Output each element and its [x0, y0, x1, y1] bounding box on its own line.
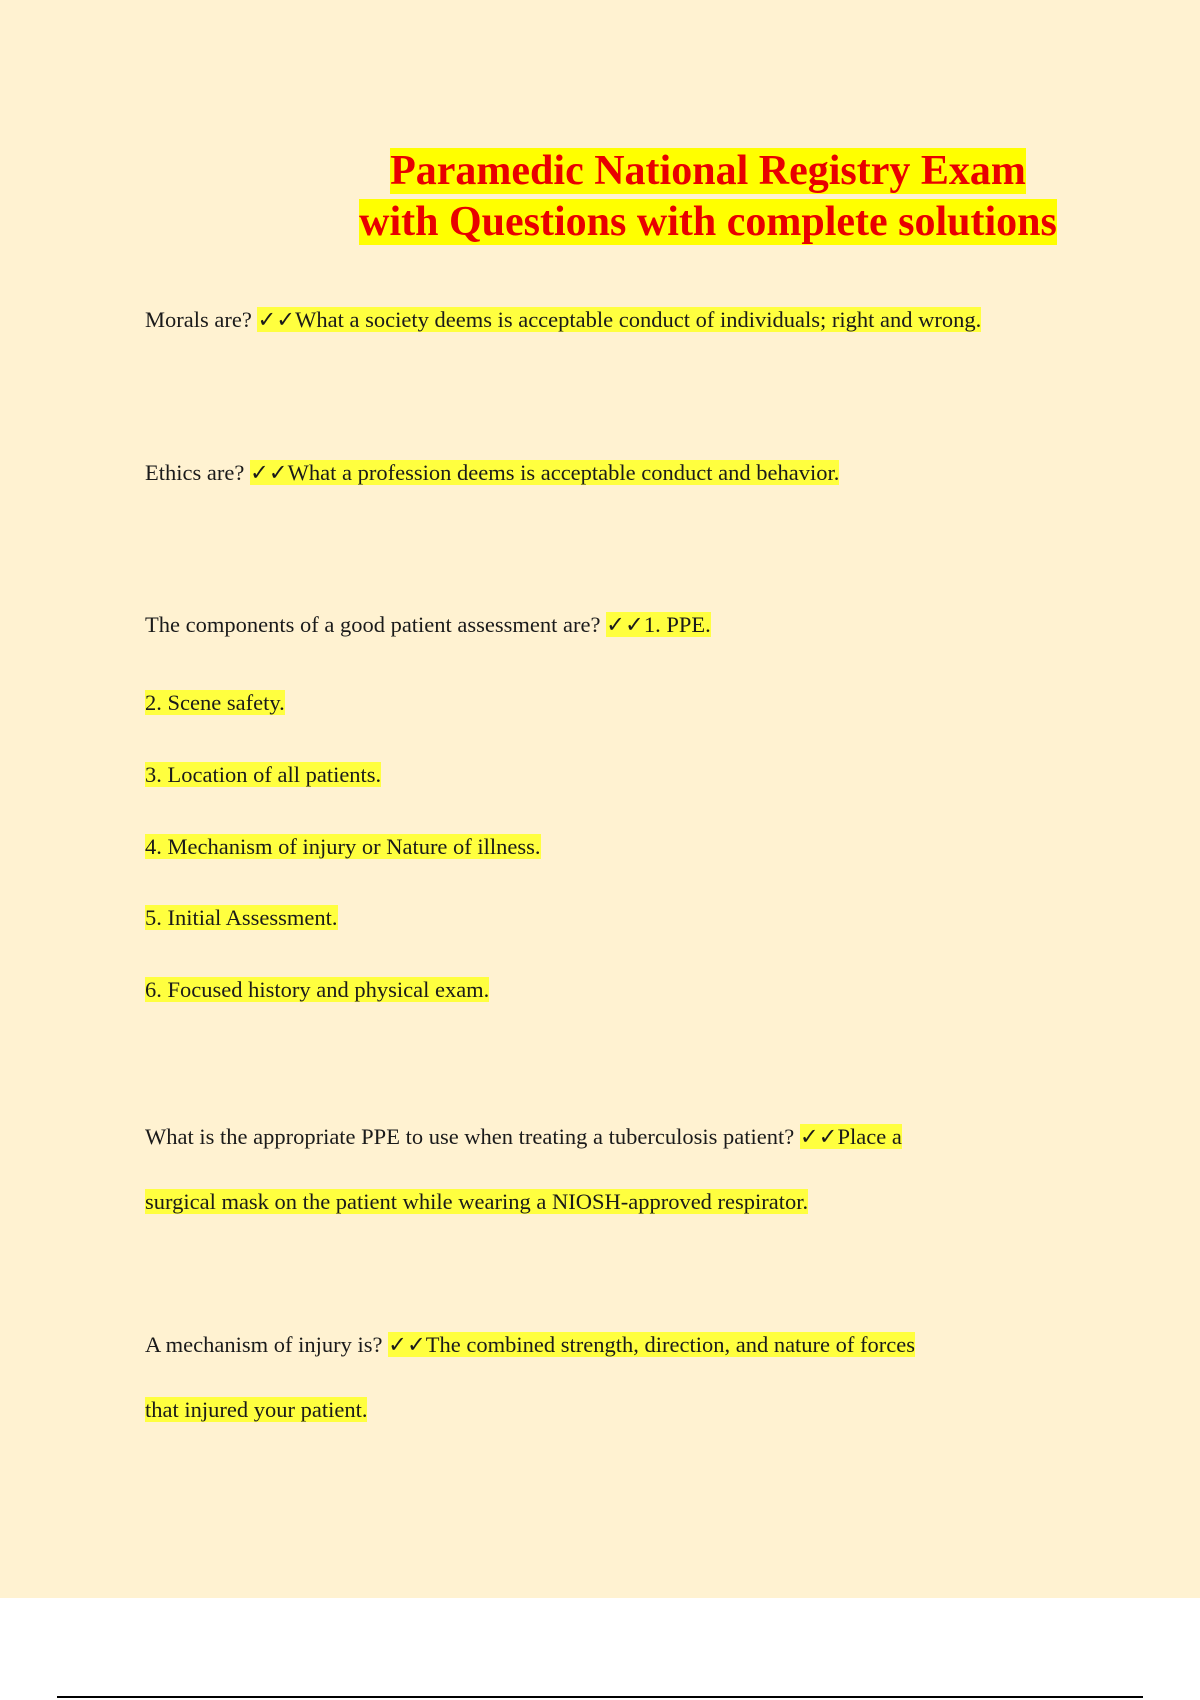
answer-list-item — [145, 688, 285, 718]
question-text: A mechanism of injury is? — [145, 1332, 383, 1357]
answer-text: 3. Location of all patients. — [145, 762, 382, 787]
question-text: Morals are? — [145, 307, 252, 332]
answer-continuation — [145, 1395, 367, 1425]
answer-text: 5. Initial Assessment. — [145, 905, 338, 930]
qa-item-ethics — [145, 458, 839, 488]
answer-text: 6. Focused history and physical exam. — [145, 977, 490, 1002]
question-text: What is the appropriate PPE to use when treating a tuberculosis patient? — [145, 1124, 795, 1149]
qa-item-mechanism-of-injury — [145, 1330, 915, 1360]
answer-text: ✓✓What a profession deems is acceptable conduct and behavior. — [249, 460, 840, 485]
answer-text: that injured your patient. — [145, 1397, 368, 1422]
answer-text: 2. Scene safety. — [145, 690, 285, 715]
answer-text: ✓✓What a society deems is acceptable conduct of individuals; right and wrong. — [257, 307, 982, 332]
answer-list-item — [145, 903, 338, 933]
answer-text: surgical mask on the patient while wearing a NIOSH-approved respirator. — [145, 1189, 809, 1214]
answer-continuation — [145, 1187, 808, 1217]
question-text: Ethics are? — [145, 460, 245, 485]
title-line-1: Paramedic National Registry Exam — [390, 148, 1026, 194]
document-title — [0, 146, 1200, 248]
qa-item-tuberculosis-ppe — [145, 1122, 902, 1152]
answer-text: ✓✓The combined strength, direction, and nature of forces — [388, 1332, 915, 1357]
qa-item-assessment — [145, 610, 711, 640]
answer-text: ✓✓Place a — [799, 1124, 902, 1149]
title-line-2: with Questions with complete solutions — [359, 199, 1057, 245]
question-text: The components of a good patient assessment are? — [145, 612, 601, 637]
page-divider — [57, 1696, 1143, 1698]
answer-list-item — [145, 975, 489, 1005]
answer-text: 4. Mechanism of injury or Nature of illness. — [145, 834, 541, 859]
qa-item-morals — [145, 305, 981, 335]
answer-list-item — [145, 760, 381, 790]
answer-list-item — [145, 832, 541, 862]
answer-text: ✓✓1. PPE. — [606, 612, 711, 637]
